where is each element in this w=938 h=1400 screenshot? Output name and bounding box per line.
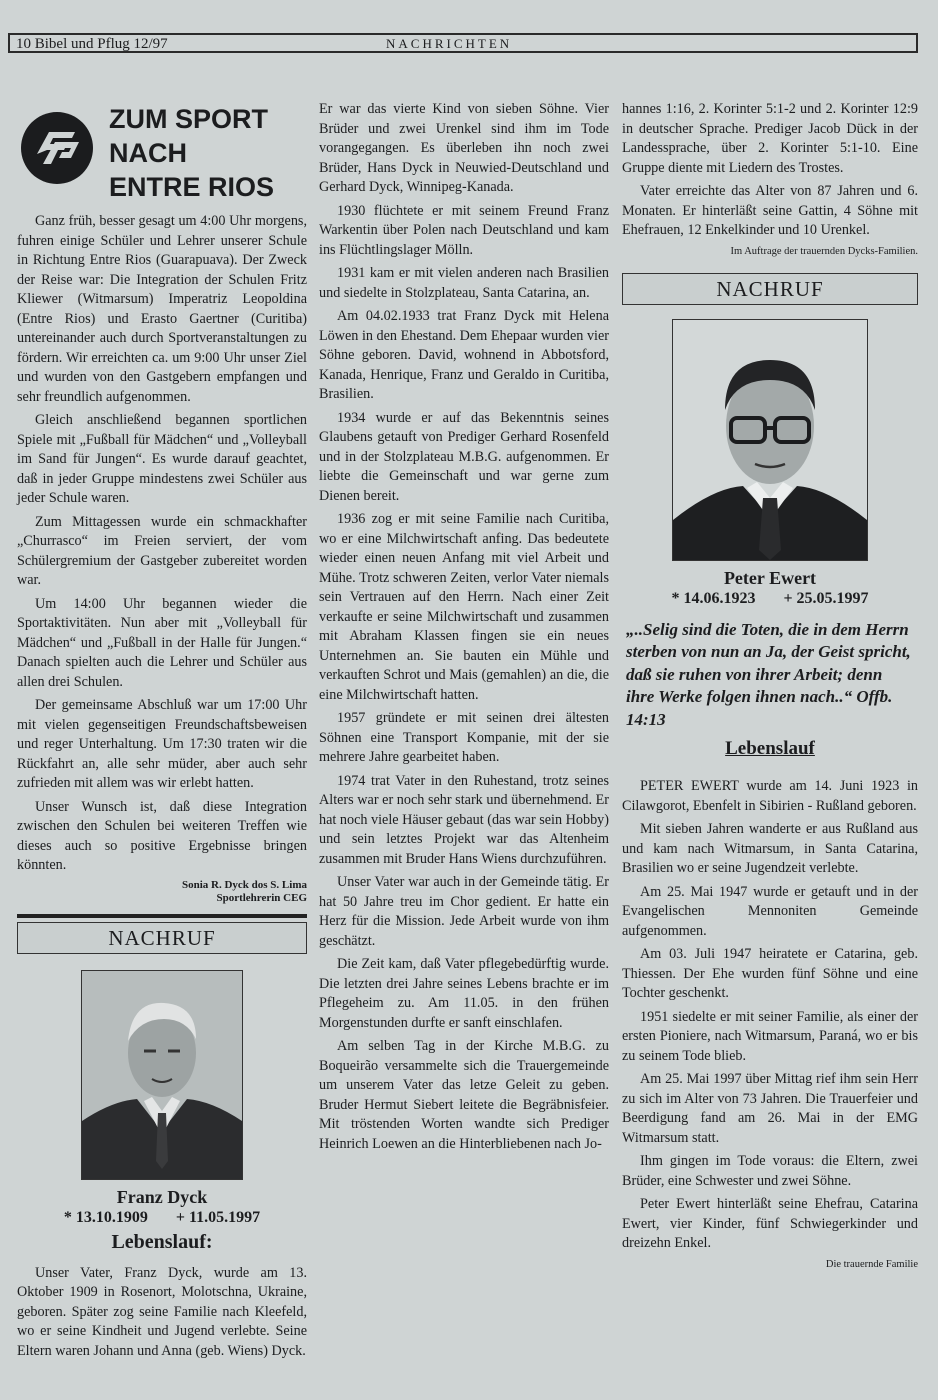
sport-article-header: [17, 100, 307, 212]
paragraph: 1974 trat Vater in den Ruhestand, trotz seines Alters war er noch sehr stark und übernehmend. Er hat noch viele Häuser gebaut (das war sein Hobby) und sein letztes Projekt war das Altenheim zusammen mit Bruder Hans Wiens durchzuführen.: [319, 772, 609, 867]
paragraph: Die Zeit kam, daß Vater pflegebedürftig wurde. Die letzten drei Jahre seines Lebens brachte er im Pflegeheim zu. Am 11.05. in den frühen Morgenstunden durfte er sanft einschlafen.: [319, 956, 609, 1031]
paragraph: 1951 siedelte er mit seiner Familie, als einer der ersten Pioniere, nach Witmarsum, Paraná, wo er bis zu seinem Tode blieb.: [622, 1008, 918, 1064]
paragraph: Peter Ewert hinterläßt seine Ehefrau, Catarina Ewert, vier Kinder, fünf Schwiegerkinder und dreizehn Enkel.: [622, 1196, 918, 1251]
paragraph: 1934 wurde er auf das Bekenntnis seines Glaubens getauft von Prediger Gerhard Rosenfeld und in der Stolzplateau M.B.G. aufgenommen. Er liebte die Gemeinschaft und war gerne zum Dienen bereit.: [319, 409, 609, 504]
obituary-name: Peter Ewert: [723, 567, 817, 588]
author-name: Sonia R. Dyck dos S. Lima: [181, 878, 307, 891]
title-line-3: ENTRE RIOS: [109, 172, 275, 202]
birth-date: * 14.06.1923: [671, 589, 756, 607]
death-date: + 25.05.1997: [783, 589, 869, 607]
paragraph: Am 03. Juli 1947 heiratete er Catarina, geb. Thiessen. Der Ehe wurden fünf Söhne und eine Tochter geschenkt.: [622, 946, 918, 1001]
obituary-heading: NACHRUF: [17, 922, 307, 954]
obituary-heading: NACHRUF: [622, 273, 918, 305]
sport-article-title: [109, 102, 274, 204]
paragraph: Unser Wunsch ist, daß diese Integration zwischen den Schulen bei weiteren Treffen wie dieses auch so positive Ergebnisse bringen könnten.: [17, 798, 307, 873]
paragraph: Am 04.02.1933 trat Franz Dyck mit Helena Löwen in den Ehestand. Dem Ehepaar wurden vier Söhne geboren. David, wohnend in Abbotsford, Kanada, Henrique, Franz und Geraldo in Curitiba, Brasilien.: [319, 308, 609, 402]
column-2: [319, 100, 609, 1158]
page-header: [8, 33, 918, 53]
section-title: NACHRICHTEN: [386, 36, 513, 51]
divider: [17, 914, 307, 918]
page-info: 10 Bibel und Pflug 12/97: [16, 36, 168, 52]
title-line-2: NACH: [109, 138, 187, 168]
column-1: [17, 100, 307, 1365]
lebenslauf-heading: Lebenslauf: [725, 738, 815, 759]
paragraph: Am 25. Mai 1997 über Mittag rief ihm sein Herr zu sich im Alter von 73 Jahren. Die Trauerfeier und Beerdigung fand am 26. Mai in der EMG Witmarsum statt.: [622, 1071, 918, 1146]
paragraph: Vater erreichte das Alter von 87 Jahren und 6. Monaten. Er hinterläßt seine Gattin, 4 Söhne mit Ehefrauen, 12 Enkelkinder und 10 Urenkel.: [622, 183, 918, 238]
paragraph: Zum Mittagessen wurde ein schmackhafter „Churrasco“ im Freien serviert, der vom Schülergremium der Gastgeber zubereitet worden war.: [17, 513, 307, 588]
paragraph: PETER EWERT wurde am 14. Juni 1923 in Cilawgorot, Ebenfelt in Sibirien - Rußland geboren.: [622, 778, 918, 814]
sport-article-body: [17, 212, 307, 906]
paragraph: Am selben Tag in der Kirche M.B.G. zu Boqueirão versammelte sich die Trauergemeinde um unserem Vater das letze Geleit zu geben. Bruder Hermut Siebert leitete die Begräbnisfeier. Mit tröstenden Worten wandte sich Prediger Heinrich Loewen an die Hinterbliebenen nach Jo-: [319, 1038, 609, 1152]
column-3: [622, 100, 918, 1272]
death-date: + 11.05.1997: [175, 1208, 261, 1226]
portrait-photo-peter-ewert: [672, 319, 868, 561]
obituary-signature: Im Auftrage der trauernden Dycks-Familien.: [730, 245, 918, 257]
birth-date: * 13.10.1909: [63, 1208, 148, 1226]
paragraph: 1930 flüchtete er mit seinem Freund Franz Warkentin über Polen nach Deutschland und kam ins Flüchtlingslager Mölln.: [319, 202, 609, 258]
obituary-signature: Die trauernde Familie: [825, 1258, 918, 1270]
bible-quote: „..Selig sind die Toten, die in dem Herrn sterben von nun an Ja, der Geist spricht, daß sie ruhen von ihrer Arbeit; denn ihre Werke folgen ihnen nach..“ Offb. 14:13: [626, 619, 911, 729]
paragraph: 1936 zog er mit seine Familie nach Curitiba, wo er eine Milchwirtschaft anfing. Das bedeutete wieder einen neuen Anfang mit viel Arbeit und Mühe. Trotz schweren Zeiten, verlor Vater niemals sein Vertrauen auf den Herrn. Nach einer Zeit verkaufte er seine Milchwirtschaft und zusammen mit Abraham Klassen fingen sie ein neues Unternehmen an. Sie bauten ein Mühle und verkauften Schrot und Mais (gemahlen) an die, die eine Milchwirtschaft hatten.: [319, 511, 609, 703]
paragraph: Der gemeinsame Abschluß war um 17:00 Uhr mit vielen gegenseitigen Freundschaftsbeweisen und reger Unterhaltung. Um 17:30 traten wir die Rückfahrt an, alle sehr müder, aber auch sehr zufrieden mit allem was wir erlebt hatten.: [17, 697, 307, 791]
paragraph: Er war das vierte Kind von sieben Söhne. Vier Brüder und zwei Urenkel sind ihm im Tode vorangegangen. Es überleben ihn noch zwei Brüder, Hans Dyck in Neuwied-Deutschland und Gerhard Dyck, Winnipeg-Kanada.: [319, 101, 609, 195]
lebenslauf-heading: Lebenslauf:: [111, 1230, 213, 1253]
obituary-dates: [17, 1208, 307, 1228]
author-title: Sportlehrerin CEG: [216, 891, 307, 904]
obituary-dates: [622, 589, 918, 609]
paragraph: Gleich anschließend begannen sportlichen Spiele mit „Fußball für Mädchen“ und „Volleyball im Sand für Jungen“. Es wurde darauf geachtet, daß in jeder Gruppe mindestens zwei Schüler aus jeder Schule waren.: [17, 412, 307, 506]
portrait-photo-franz-dyck: [81, 970, 243, 1180]
obituary-name: Franz Dyck: [116, 1186, 208, 1207]
paragraph: Ihm gingen im Tode voraus: die Eltern, zwei Brüder, eine Schwester und zwei Söhne.: [622, 1153, 918, 1189]
paragraph: Ganz früh, besser gesagt um 4:00 Uhr morgens, fuhren einige Schüler und Lehrer unserer Schule in Richtung Entre Rios (Guarapuava). Der Zweck der Reise war: Die Integration der Schulen Fritz Kliewer (Witmarsum) Imperatriz Leopoldina (Entre Rios) und Erasto Gaertner (Curitiba) untereinander auch durch Sportveranstaltungen zu fördern. Wir erreichten ca. um 9:00 Uhr unser Ziel und wurden von den Gastgebern empfangen und sehr freundlich aufgenommen.: [17, 213, 307, 405]
paragraph: 1957 gründete er mit seinen drei ältesten Söhnen eine Transport Kompanie, mit der sie mehrere Jahre gearbeitet haben.: [319, 710, 609, 765]
paragraph: Mit sieben Jahren wanderte er aus Rußland aus und kam nach Witmarsum, in Santa Catarina, Brasilien wo er seine Jugendzeit verlebte.: [622, 821, 918, 876]
paragraph: Um 14:00 Uhr begannen wieder die Sportaktivitäten. Nun aber mit „Volleyball für Mädchen“ und „Fußball in der Halle für Jungen.“ Danach spielten auch die Lehrer und Schüler aus allen drei Schulen.: [17, 595, 307, 690]
paragraph: Am 25. Mai 1947 wurde er getauft und in der Evangelischen Mennoniten Gemeinde aufgenommen.: [622, 883, 918, 939]
paragraph: Unser Vater, Franz Dyck, wurde am 13. Oktober 1909 in Rosenort, Molotschna, Ukraine, geboren. Später zog seine Familie nach Kleefeld, wo er seine Kindheit und Jugend verlebte. Seine Eltern waren Johann und Anna (geb. Wiens) Dyck.: [17, 1264, 307, 1359]
school-logo-icon: [19, 110, 95, 186]
paragraph: 1931 kam er mit vielen anderen nach Brasilien und siedelte in Stolzplateau, Santa Catarina, an.: [319, 265, 609, 301]
paragraph: hannes 1:16, 2. Korinter 5:1-2 und 2. Korinter 12:9 in deutscher Sprache. Prediger Jacob Dück in der Landessprache, über 2. Korinter 5:1-10. Eine Gruppe diente mit Liedern des Trostes.: [622, 101, 918, 176]
title-line-1: ZUM SPORT: [109, 104, 268, 134]
paragraph: Unser Vater war auch in der Gemeinde tätig. Er hat 50 Jahre treu im Chor gedient. Er hatte ein Herz für die Mission. Jede Arbeit wurde von ihm geschätzt.: [319, 874, 609, 949]
